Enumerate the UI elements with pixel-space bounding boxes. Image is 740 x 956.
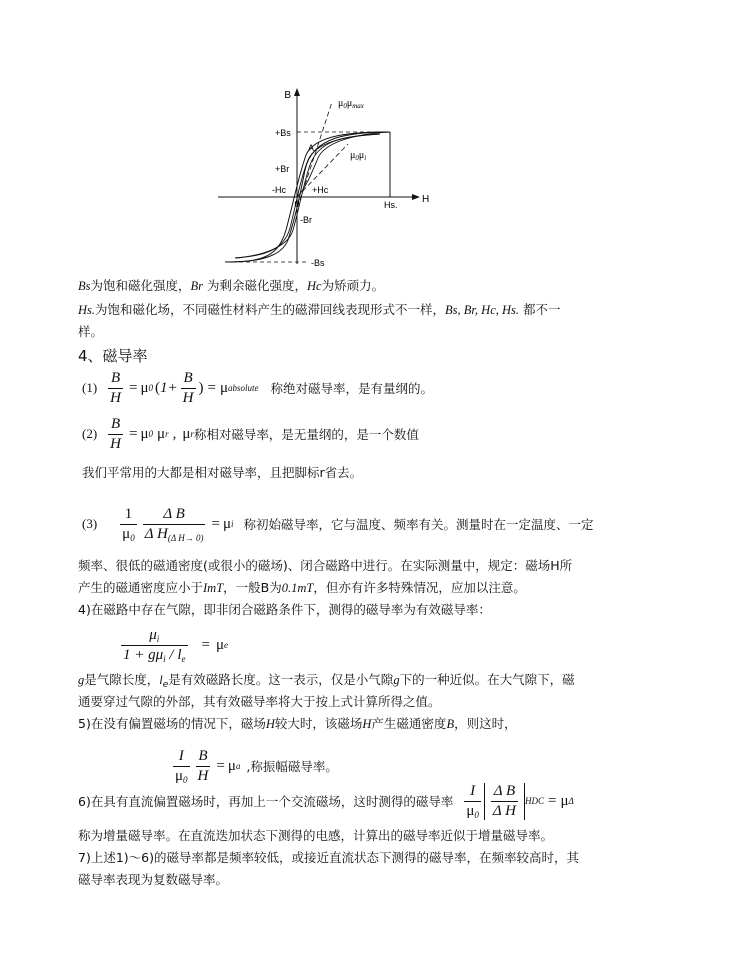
mu-symbol: μ bbox=[215, 636, 225, 653]
subscript-delta: Δ bbox=[568, 796, 574, 806]
hs-label: Hs. bbox=[384, 200, 398, 210]
delta-b-over-delta-h-fraction: $\frac{\text{Δ B}}{\Delta H_{(\Delta H\to 0)}}$ bbox=[144, 505, 204, 543]
b-over-h-fraction: $\frac{B}{H}$ bbox=[110, 415, 122, 452]
mu-max-label: $\mu_0\mu_{max}$ bbox=[338, 98, 364, 110]
mu-symbol: μ bbox=[222, 515, 231, 532]
subscript-a: a bbox=[235, 761, 241, 771]
subscript-e: e bbox=[162, 680, 169, 690]
subscript-e: e bbox=[224, 640, 229, 650]
plus-hc-label: +Hc bbox=[312, 185, 329, 195]
equals-sign: = bbox=[548, 792, 557, 809]
paragraph-4b-line-2: 通要穿过气隙的外部，其有效磁导率将大于按上式计算所得之值。 bbox=[78, 694, 441, 709]
var-g: g bbox=[78, 673, 85, 687]
subscript-r: r bbox=[165, 429, 169, 439]
var-list: Bs, Br, Hc, Hs. bbox=[445, 303, 520, 317]
plus-br-label: +Br bbox=[275, 164, 290, 174]
paragraph-5 bbox=[78, 714, 517, 734]
h-axis-label: H bbox=[422, 194, 430, 205]
text-segment: 为饱和磁化强度， bbox=[90, 278, 191, 293]
minus-br-label: -Br bbox=[300, 215, 312, 225]
left-paren: ( bbox=[155, 379, 161, 396]
formula-3-label: (3) bbox=[82, 516, 98, 531]
text-segment: 为矫顽力。 bbox=[321, 278, 385, 293]
initial-magnetization-curve bbox=[297, 132, 390, 197]
i-over-mu0-fraction: $\frac{I}{\mu_0}$ bbox=[175, 747, 188, 785]
var-le: l bbox=[159, 673, 163, 687]
paragraph-3-line-2 bbox=[78, 578, 526, 598]
origin-label: 0 bbox=[294, 199, 300, 209]
b-axis-label: B bbox=[284, 90, 291, 101]
mu-symbol: μ bbox=[182, 425, 191, 442]
text-segment: 都不一 bbox=[519, 302, 561, 317]
mu-symbol: μ bbox=[219, 379, 229, 396]
subscript-zero: 0 bbox=[148, 383, 154, 393]
formula-1-desc: 称绝对磁导率，是有量纲的。 bbox=[270, 381, 434, 396]
equals-sign: = bbox=[129, 425, 138, 442]
text-segment: 较大时，该磁场 bbox=[274, 716, 363, 731]
mu-symbol: μ bbox=[560, 792, 569, 809]
amplitude-desc: ,称振幅磁导率。 bbox=[246, 759, 338, 774]
b-over-h-fraction-2: $\frac{B}{H}$ bbox=[182, 369, 194, 406]
equals-sign: = bbox=[211, 515, 220, 532]
paragraph-6 bbox=[78, 778, 574, 824]
b-over-h-fraction: $\frac{B}{H}$ bbox=[110, 369, 122, 406]
subscript-r: r bbox=[190, 429, 194, 439]
right-paren: ) bbox=[198, 379, 204, 396]
text-segment: 为饱和磁化场，不同磁性材料产生的磁滞回线表现形式不一样， bbox=[95, 302, 446, 317]
text-segment: ，但亦有许多特殊情况，应加以注意。 bbox=[313, 580, 526, 595]
equals-sign: = bbox=[129, 379, 138, 396]
minus-hc-label: -Hc bbox=[272, 185, 286, 195]
text-segment: 是有效磁路长度。这一表示，仅是小气隙 bbox=[168, 672, 394, 687]
formula-3-desc: 称初始磁导率，它与温度、频率有关。测量时在一定温度、一定 bbox=[243, 517, 594, 532]
var-g: g bbox=[393, 673, 400, 687]
var-h: H bbox=[362, 717, 372, 731]
paragraph-4: 4)在磁路中存在气隙，即非闭合磁路条件下，测得的磁导率为有效磁导率： bbox=[78, 602, 491, 617]
relative-permeability-note: 我们平常用的大都是相对磁导率，且把脚标r省去。 bbox=[82, 465, 363, 480]
var-bs: Bs bbox=[78, 279, 91, 293]
mu-symbol: μ bbox=[157, 425, 166, 442]
text-segment: 产生磁通密度 bbox=[371, 716, 447, 731]
b-axis-arrow bbox=[294, 88, 300, 96]
incremental-permeability-formula bbox=[461, 783, 574, 820]
text-segment: ，则这时， bbox=[454, 716, 517, 731]
formula-1-label: (1) bbox=[82, 380, 98, 395]
text-segment: 产生的磁通密度应小于 bbox=[78, 580, 204, 595]
paragraph-3-line-1: 频率、很低的磁通密度(或很小的磁场)、闭合磁路中进行。在实际测量中，规定：磁场H所 bbox=[78, 558, 573, 573]
subscript-absolute: absolute bbox=[228, 383, 259, 393]
one-over-mu0-fraction: $\frac{1}{\mu_0}$ bbox=[122, 505, 135, 543]
text-segment: 下的一种近似。在大气隙下，磁 bbox=[399, 672, 575, 687]
formula-2-desc: 称相对磁导率，是无量纲的，是一个数值 bbox=[193, 427, 419, 442]
formula-3 bbox=[82, 502, 594, 546]
h-axis-arrow bbox=[412, 194, 420, 200]
text-segment: 为剩余磁化强度， bbox=[203, 278, 307, 293]
subscript-hdc: HDC bbox=[525, 796, 545, 806]
bracket: $\frac{\text{Δ B}}{\text{Δ H}}$ bbox=[484, 783, 525, 820]
var-br: Br bbox=[190, 279, 204, 293]
paragraph-7-line-2: 磁导率表现为复数磁导率。 bbox=[78, 872, 229, 887]
mu-i-label: $\mu_0\mu_i$ bbox=[350, 150, 367, 162]
var-h: H bbox=[265, 717, 275, 731]
mu-symbol: μ bbox=[140, 379, 149, 396]
text-segment: ，一般B为 bbox=[223, 580, 282, 595]
point-a-label: A bbox=[308, 143, 315, 153]
equals-sign: = bbox=[216, 757, 225, 774]
formula-2-label: (2) bbox=[82, 426, 98, 441]
text-segment: 是气隙长度， bbox=[84, 672, 160, 687]
formula-1 bbox=[82, 366, 433, 410]
var-hs: Hs. bbox=[78, 303, 96, 317]
definition-line-1 bbox=[78, 276, 384, 296]
text-segment: 5)在没有偏置磁场的情况下，磁场 bbox=[78, 716, 266, 731]
b-over-h-fraction: $\frac{B}{H}$ bbox=[197, 747, 209, 784]
definition-line-3: 样。 bbox=[78, 324, 104, 339]
one-plus: 1+ bbox=[160, 379, 178, 396]
paragraph-7-line-1: 7)上述1)～6)的磁导率都是频率较低，或接近直流状态下测得的磁导率，在频率较高时，其 bbox=[78, 850, 579, 865]
mu-symbol: μ bbox=[140, 425, 149, 442]
section-heading: 4、磁导率 bbox=[78, 347, 148, 365]
minus-bs-label: -Bs bbox=[311, 258, 325, 268]
text-segment: 6)在具有直流偏置磁场时，再加上一个交流磁场，这时测得的磁导率 bbox=[78, 794, 454, 809]
value-0-1mt: 0.1mT bbox=[281, 581, 314, 595]
effective-fraction: $\frac{\mu_i}{1 + g\mu_i / l_e}$ bbox=[123, 626, 186, 664]
subscript-i: i bbox=[230, 519, 234, 529]
value-imt: ImT bbox=[203, 581, 224, 595]
equals-sign: = bbox=[207, 379, 216, 396]
effective-permeability-formula bbox=[118, 622, 228, 668]
formula-2 bbox=[82, 412, 419, 456]
paragraph-6b: 称为增量磁导率。在直流迭加状态下测得的电感，计算出的磁导率近似于增量磁导率。 bbox=[78, 828, 554, 843]
var-hc: Hc bbox=[307, 279, 322, 293]
hysteresis-loop-diagram bbox=[200, 80, 460, 280]
plus-bs-label: +Bs bbox=[275, 128, 291, 138]
definition-line-2 bbox=[78, 300, 561, 320]
mu-symbol: μ bbox=[227, 757, 236, 774]
var-b: B bbox=[446, 717, 455, 731]
equals-sign: = bbox=[201, 636, 210, 653]
comma: , bbox=[172, 425, 177, 442]
i-over-mu0-fraction: $\frac{I}{\mu_0}$ bbox=[466, 782, 479, 820]
subscript-zero: 0 bbox=[148, 429, 154, 439]
